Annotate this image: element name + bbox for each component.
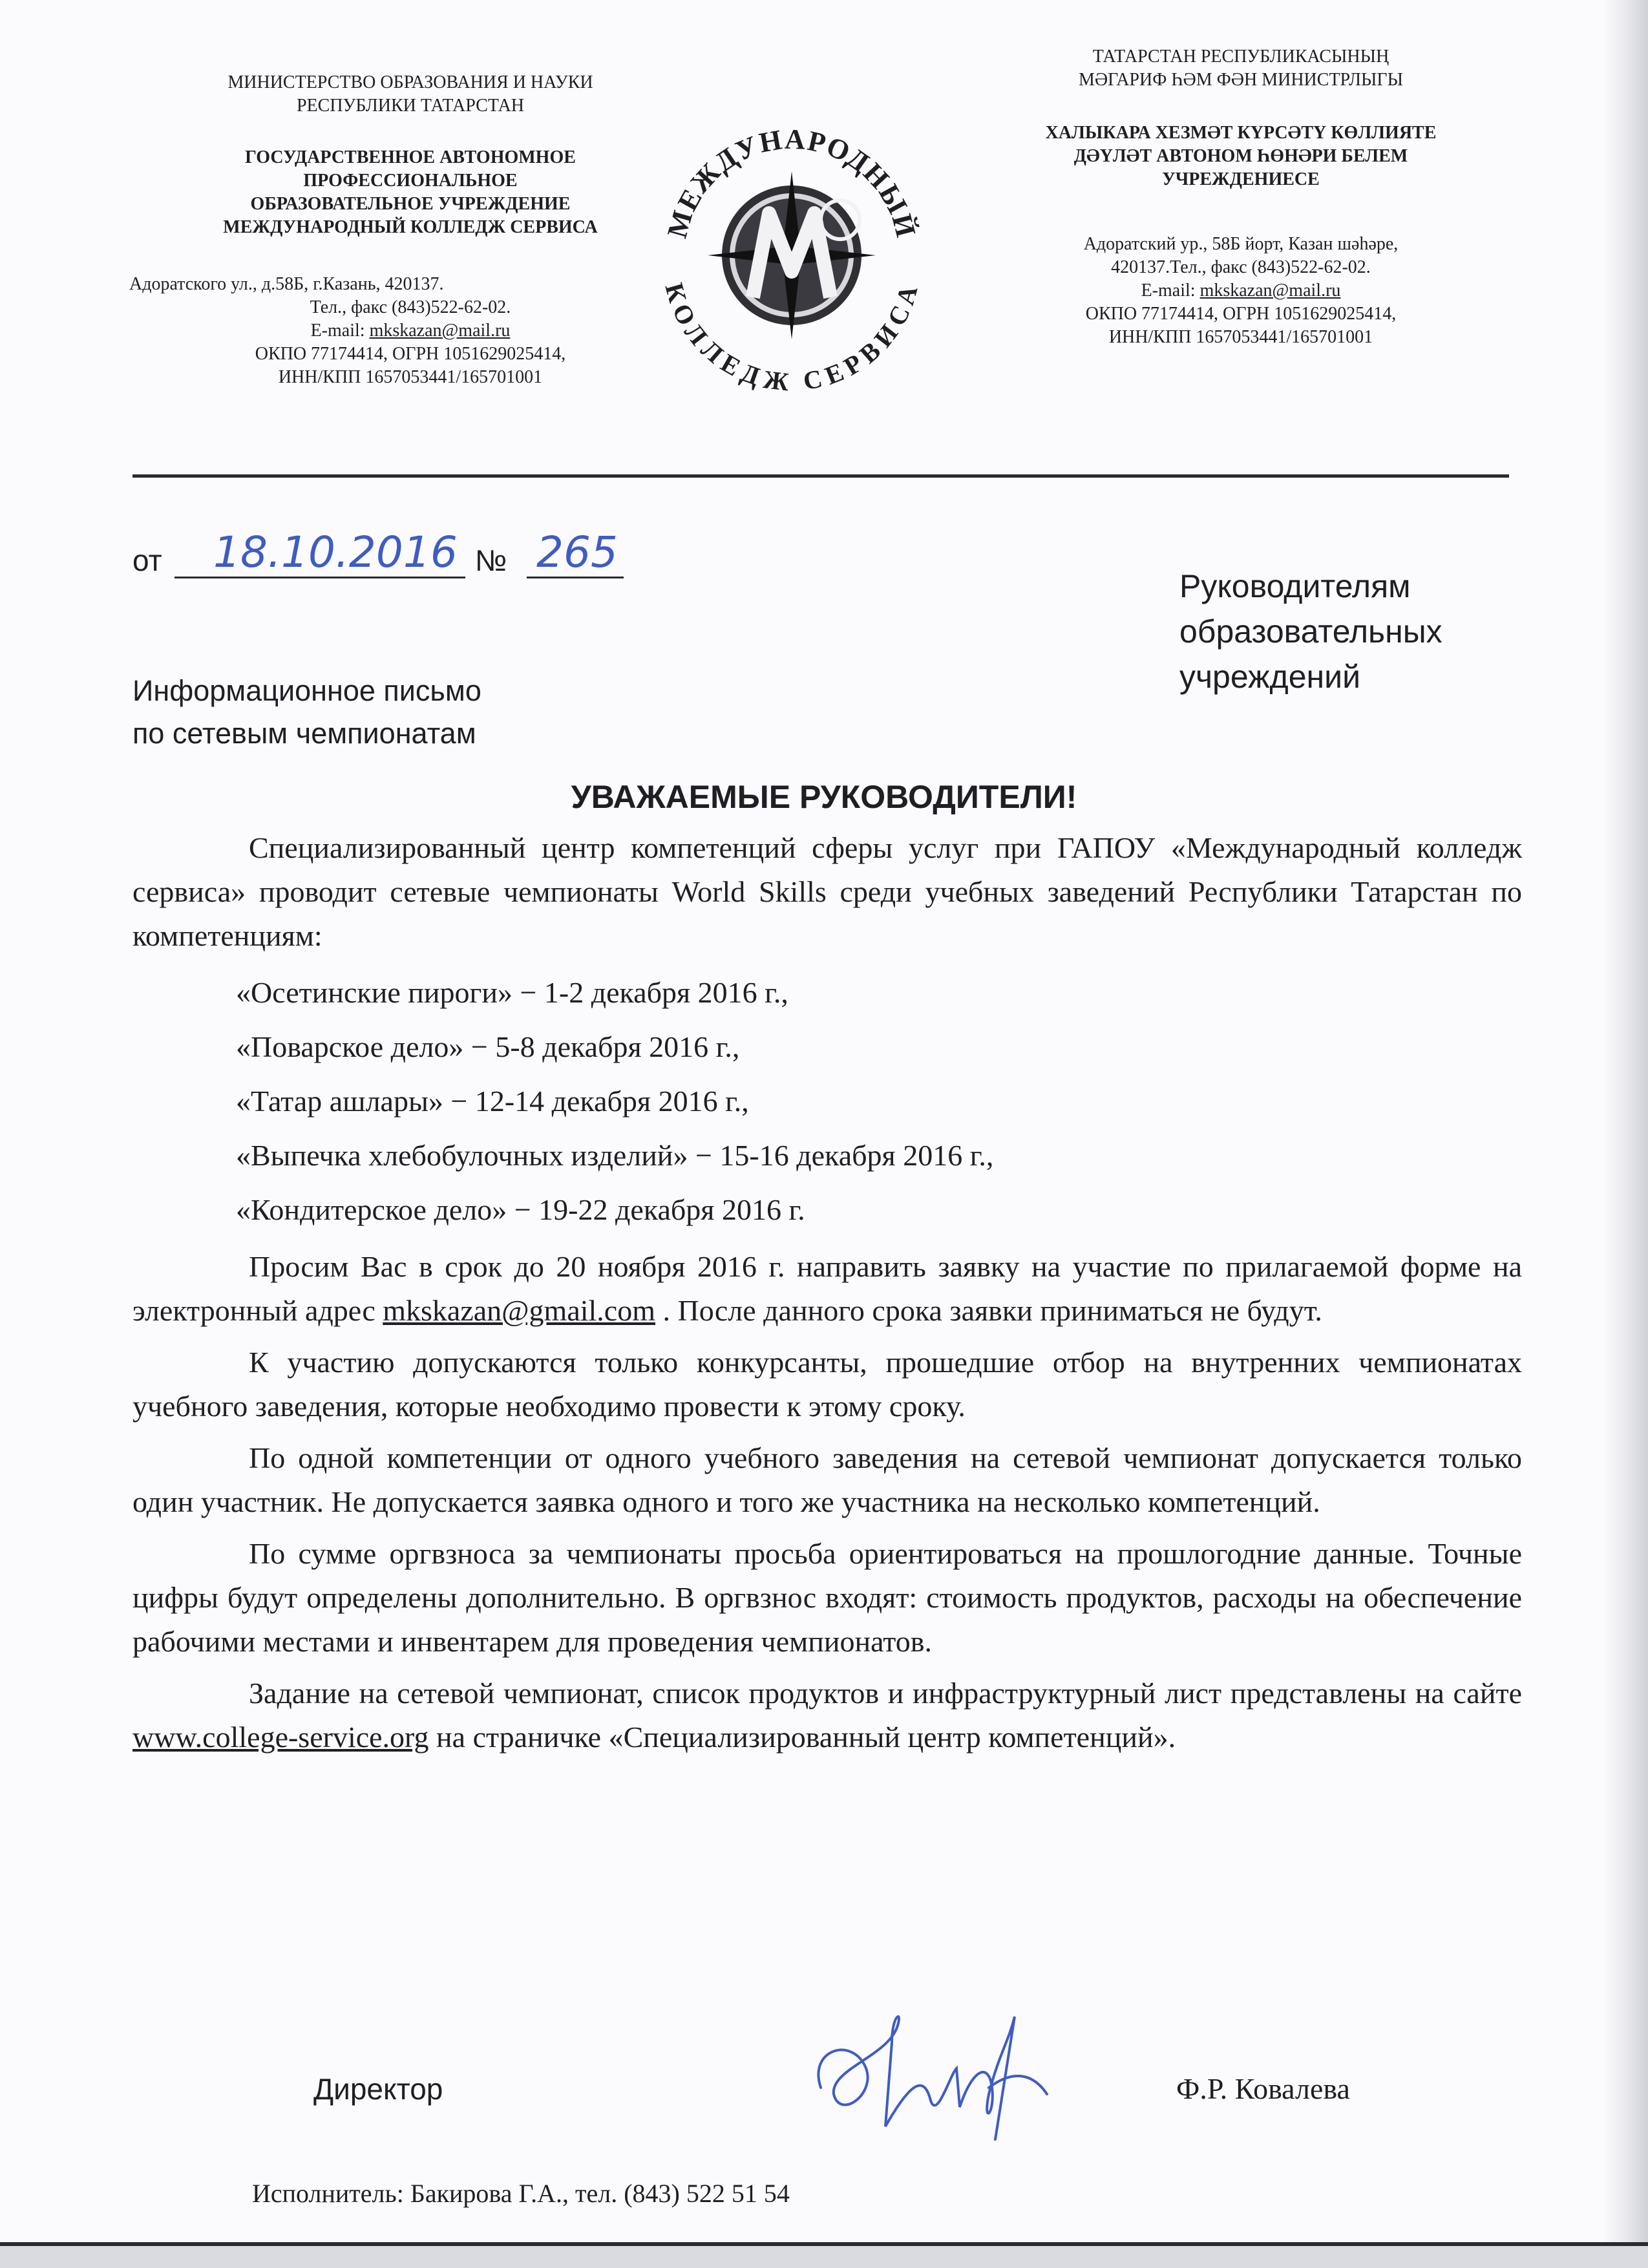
email-link[interactable]: mkskazan@mail.ru — [1199, 281, 1341, 301]
task-text: Задание на сетевой чемпионат, список продуктов и инфраструктурный лист представлены на сайте — [249, 1677, 1522, 1710]
subject-block — [132, 670, 481, 755]
inn-line: ИНН/КПП 1657053441/165701001 — [278, 367, 543, 387]
okpo-line: ОКПО 77174414, ОГРН 1051629025414, — [255, 344, 566, 364]
task-paragraph — [132, 1671, 1522, 1759]
addressee-line: образовательных — [1179, 613, 1442, 650]
competition-item: «Поварское дело» − 5-8 декабря 2016 г., — [236, 1030, 740, 1063]
ministry-line: МИНИСТЕРСТВО ОБРАЗОВАНИЯ И НАУКИ — [227, 72, 593, 92]
fee-paragraph: По сумме оргвзноса за чемпионаты просьба ориентироваться на прошлогодние данные. Точные цифры будут определены дополнительно. В оргвзнос входят: стоимость продуктов, расходы на обеспечение рабочими местами и инвентарем для проведения чемпионатов. — [132, 1537, 1522, 1658]
signatory-name: Ф.Р. Ковалева — [1176, 2072, 1350, 2105]
signatory-title: Директор — [313, 2072, 443, 2106]
admission-paragraph: К участию допускаются только конкурсанты, прошедшие отбор на внутренних чемпионатах учебного заведения, которые необходимо провести к этому сроку. — [132, 1346, 1522, 1423]
scan-edge-bottom — [0, 2246, 1648, 2268]
college-emblem-icon — [646, 110, 937, 401]
phone-line: Тел., факс (843)522-62-02. — [310, 297, 511, 317]
org-line: УЧРЕЖДЕНИЕСЕ — [1162, 169, 1320, 189]
subject-line: по сетевым чемпионатам — [132, 717, 476, 750]
email-line — [97, 319, 724, 343]
ministry-line: МӘГАРИФ ҺӘМ ФӘН МИНИСТРЛЫГЫ — [1078, 70, 1404, 90]
org-line: ОБРАЗОВАТЕЛЬНОЕ УЧРЕЖДЕНИЕ — [250, 194, 571, 214]
scan-edge-right — [1603, 0, 1648, 2268]
email-link[interactable]: mkskazan@mail.ru — [369, 321, 511, 341]
handwritten-signature-icon — [795, 1997, 1066, 2146]
competition-item: «Выпечка хлебобулочных изделий» − 15-16 декабря 2016 г., — [236, 1139, 994, 1172]
ministry-line: ТАТАРСТАН РЕСПУБЛИКАСЫНЫҢ — [1092, 47, 1389, 67]
salutation: УВАЖАЕМЫЕ РУКОВОДИТЕЛИ! — [571, 779, 1077, 815]
request-text: Просим Вас в срок до 20 ноября 2016 г. направить заявку на участие по прилагаемой форме на электронный адрес — [132, 1250, 1522, 1327]
emblem-text-top: МЕЖДУНАРОДНЫЙ — [660, 123, 922, 242]
date-value: 18.10.2016 — [213, 527, 458, 577]
org-line: ХАЛЫКАРА ХЕЗМӘТ КҮРСӘТҮ КӨЛЛИЯТЕ — [1045, 123, 1437, 143]
number-value: 265 — [536, 527, 618, 577]
task-text-end: на страничке «Специализированный центр компетенций». — [428, 1721, 1176, 1754]
addressee-block — [1179, 564, 1442, 699]
org-line: ГОСУДАРСТВЕННОЕ АВТОНОМНОЕ — [245, 147, 576, 167]
website-link[interactable]: www.college-service.org — [132, 1721, 429, 1754]
competition-item: «Кондитерское дело» − 19-22 декабря 2016 г. — [236, 1193, 805, 1226]
executor-line: Исполнитель: Бакирова Г.А., тел. (843) 522 51 54 — [252, 2179, 790, 2208]
number-label: № — [475, 544, 507, 577]
letterhead-left — [97, 71, 724, 389]
phone-line: 420137.Тел., факс (843)522-62-02. — [1111, 257, 1371, 277]
org-line: МЕЖДУНАРОДНЫЙ КОЛЛЕДЖ СЕРВИСА — [223, 217, 598, 237]
email-line — [950, 279, 1532, 302]
subject-line: Информационное письмо — [132, 674, 481, 707]
contact-block — [950, 233, 1532, 349]
competition-list — [132, 966, 1522, 1237]
letterhead-right — [950, 45, 1532, 349]
ministry-line: РЕСПУБЛИКИ ТАТАРСТАН — [296, 96, 525, 116]
request-paragraph — [132, 1245, 1522, 1333]
date-label: от — [132, 544, 162, 577]
emblem-text-bottom: КОЛЛЕДЖ СЕРВИСА — [659, 279, 924, 397]
addressee-line: Руководителям — [1179, 568, 1411, 604]
header-divider — [132, 474, 1509, 478]
email-label: E-mail: — [1141, 281, 1200, 301]
okpo-line: ОКПО 77174414, ОГРН 1051629025414, — [1085, 304, 1397, 324]
request-text-end: . После данного срока заявки приниматься не будут. — [655, 1294, 1322, 1327]
one-participant-paragraph: По одной компетенции от одного учебного заведения на сетевой чемпионат допускается только один участник. Не допускается заявка одного и того же участника на несколько компетенций. — [132, 1441, 1522, 1518]
organization-name — [97, 146, 724, 239]
competition-item: «Татар ашлары» − 12-14 декабря 2016 г., — [236, 1085, 749, 1118]
email-label: E-mail: — [310, 321, 370, 341]
org-line: ДӘҮЛӘТ АВТОНОМ ҺӨНӘРИ БЕЛЕМ — [1073, 146, 1408, 166]
competition-item: «Осетинские пироги» − 1-2 декабря 2016 г., — [236, 976, 788, 1009]
contact-block — [97, 273, 724, 389]
intro-paragraph: Специализированный центр компетенций сферы услуг при ГАПОУ «Международный колледж сервиса» проводит сетевые чемпионаты World Skills среди учебных заведений Республики Татарстан по компетенциям: — [132, 831, 1522, 952]
letter-body — [132, 826, 1522, 1767]
org-line: ПРОФЕССИОНАЛЬНОЕ — [303, 171, 518, 191]
request-email-link[interactable]: mkskazan@gmail.com — [383, 1294, 655, 1327]
inn-line: ИНН/КПП 1657053441/165701001 — [1108, 327, 1373, 347]
address-line: Адоратского ул., д.58Б, г.Казань, 420137. — [129, 274, 444, 294]
addressee-line: учреждений — [1179, 659, 1361, 695]
organization-name — [950, 122, 1532, 191]
address-line: Адоратский ур., 58Б йорт, Казан шәһәре, — [1083, 234, 1399, 254]
